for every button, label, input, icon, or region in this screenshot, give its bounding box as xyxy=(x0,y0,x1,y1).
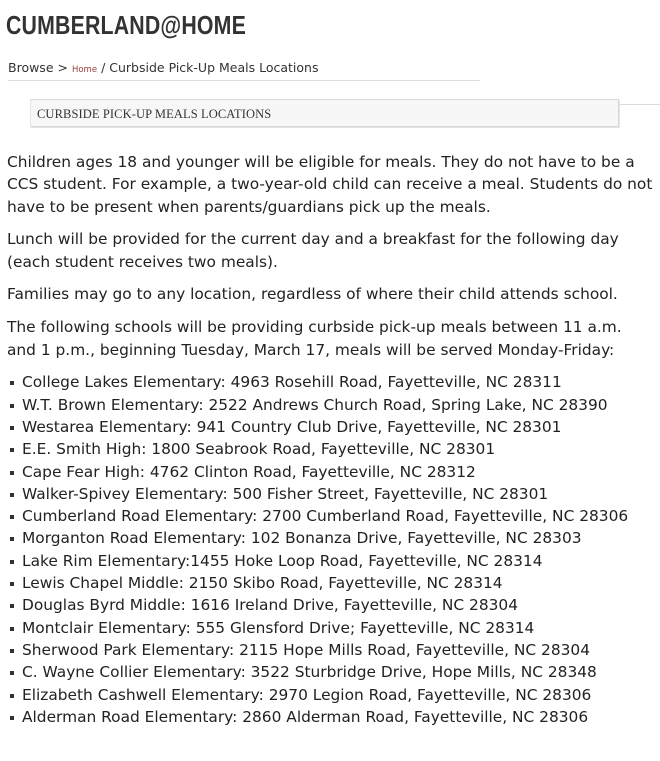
eligibility-paragraph: Children ages 18 and younger will be eligible for meals. They do not have to be a CCS student. For example, a two-year-old child can receive a meal. Students do not have to be present when parents/guardians pick up the meals. xyxy=(7,153,653,216)
list-item: Montclair Elementary: 555 Glensford Drive; Fayetteville, NC 28314 xyxy=(7,617,653,639)
list-item: Alderman Road Elementary: 2860 Alderman Road, Fayetteville, NC 28306 xyxy=(7,706,653,728)
breadcrumb-browse: Browse xyxy=(8,60,54,75)
list-item: Sherwood Park Elementary: 2115 Hope Mills Road, Fayetteville, NC 28304 xyxy=(7,639,653,661)
list-item: C. Wayne Collier Elementary: 3522 Sturbridge Drive, Hope Mills, NC 28348 xyxy=(7,661,653,683)
breadcrumb-divider xyxy=(8,80,480,81)
header-rule xyxy=(620,104,660,105)
school-list xyxy=(7,371,653,728)
list-item: Walker-Spivey Elementary: 500 Fisher Street, Fayetteville, NC 28301 xyxy=(7,483,653,505)
breadcrumb-current: Curbside Pick-Up Meals Locations xyxy=(109,60,319,75)
list-item: Elizabeth Cashwell Elementary: 2970 Legion Road, Fayetteville, NC 28306 xyxy=(7,684,653,706)
article-body xyxy=(7,151,653,728)
breadcrumb-home-link[interactable]: Home xyxy=(71,65,98,75)
list-item: Lewis Chapel Middle: 2150 Skibo Road, Fayetteville, NC 28314 xyxy=(7,572,653,594)
schedule-paragraph: The following schools will be providing curbside pick-up meals between 11 a.m. and 1 p.m., beginning Tuesday, March 17, meals will be served Monday-Friday: xyxy=(7,318,622,359)
list-item: Morganton Road Elementary: 102 Bonanza Drive, Fayetteville, NC 28303 xyxy=(7,527,653,549)
list-item: College Lakes Elementary: 4963 Rosehill Road, Fayetteville, NC 28311 xyxy=(7,371,653,393)
list-item: E.E. Smith High: 1800 Seabrook Road, Fayetteville, NC 28301 xyxy=(7,438,653,460)
breadcrumb xyxy=(8,60,318,75)
list-item: W.T. Brown Elementary: 2522 Andrews Church Road, Spring Lake, NC 28390 xyxy=(7,394,653,416)
list-item: Westarea Elementary: 941 Country Club Drive, Fayetteville, NC 28301 xyxy=(7,416,653,438)
list-item: Lake Rim Elementary:1455 Hoke Loop Road, Fayetteville, NC 28314 xyxy=(7,550,653,572)
section-header xyxy=(30,99,619,127)
site-title[interactable]: CUMBERLAND@HOME xyxy=(6,10,246,40)
list-item: Douglas Byrd Middle: 1616 Ireland Drive, Fayetteville, NC 28304 xyxy=(7,594,653,616)
breadcrumb-separator: / xyxy=(101,60,106,75)
meals-paragraph: Lunch will be provided for the current day and a breakfast for the following day (each student receives two meals). xyxy=(7,230,619,271)
breadcrumb-separator: > xyxy=(57,60,68,75)
locations-paragraph: Families may go to any location, regardless of where their child attends school. xyxy=(7,285,618,304)
list-item: Cumberland Road Elementary: 2700 Cumberland Road, Fayetteville, NC 28306 xyxy=(7,505,653,527)
section-title: CURBSIDE PICK-UP MEALS LOCATIONS xyxy=(37,107,272,121)
list-item: Cape Fear High: 4762 Clinton Road, Fayetteville, NC 28312 xyxy=(7,461,653,483)
